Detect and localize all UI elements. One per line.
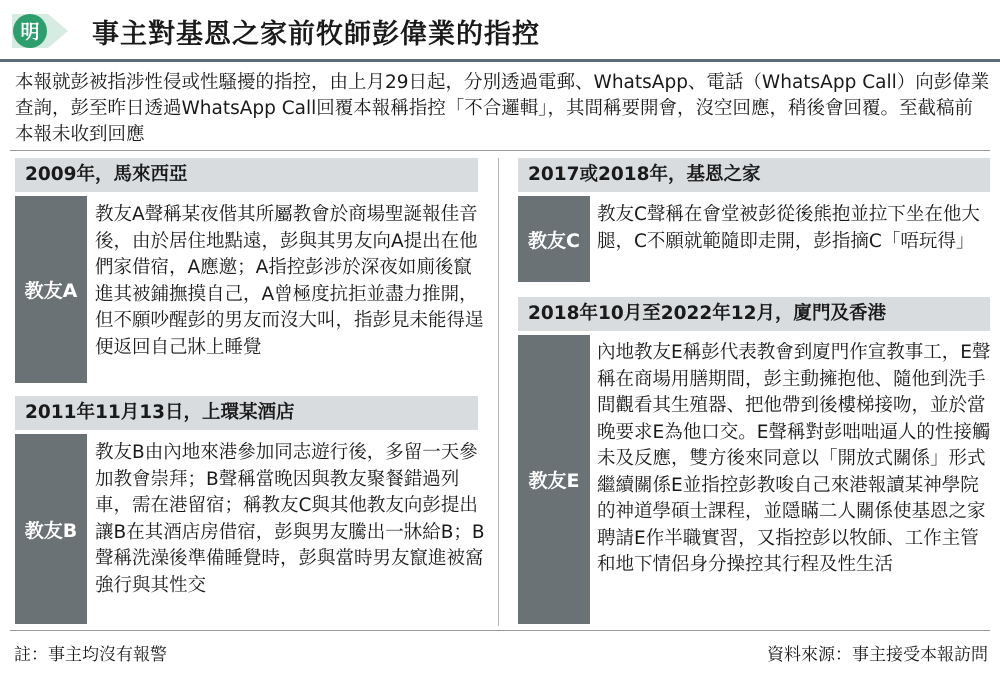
label-case-c: 教友C: [518, 196, 590, 282]
ming-pao-logo-icon: [8, 8, 72, 54]
entry-text-case-a: 教友A聲稱某夜偕其所屬教會於商場聖誕報佳音後，由於居住地點遠，彭與其男友向A提出在他們家借宿，A應邀；A指控彭涉於深夜如廁後竄進其被鋪撫摸自己，A曾極度抗拒並盡力推開，但不願吵醒彭的男友而沒大叫，指彭見未能得逞便返回自己牀上睡覺: [95, 204, 484, 358]
page-title: 事主對基恩之家前牧師彭偉業的指控: [92, 19, 540, 50]
label-case-e: 教友E: [518, 335, 590, 624]
source-credit: 資料來源：事主接受本報訪問: [767, 645, 988, 665]
header-bar: [0, 0, 1000, 62]
label-case-a: 教友A: [15, 196, 87, 383]
top-divider: [10, 150, 990, 151]
section-heading-case-c: 2017或2018年，基恩之家: [518, 158, 990, 192]
entry-text-case-c: 教友C聲稱在會堂被彭從後熊抱並拉下坐在他大腿，C不願就範隨即走開，彭指摘C「唔玩得」: [597, 204, 980, 252]
svg-text:明: 明: [20, 21, 40, 43]
intro-paragraph: 本報就彭被指涉性侵或性騷擾的指控，由上月29日起，分別透過電郵、WhatsApp、電話（WhatsApp Call）向彭偉業查詢，彭至昨日透過WhatsApp Call回覆本報稱指控「不合邏輯」，其間稱要開會，沒空回應，稍後會回覆。至截稿前本報未收到回應: [15, 72, 990, 145]
label-case-b: 教友B: [15, 434, 87, 624]
section-heading-case-b: 2011年11月13日，上環某酒店: [15, 396, 478, 430]
bottom-divider: [10, 630, 990, 631]
section-heading-case-e: 2018年10月至2022年12月，廈門及香港: [518, 297, 990, 331]
footnote: 註：事主均沒有報警: [14, 645, 167, 665]
entry-text-case-e: 內地教友E稱彭代表教會到廈門作宣教事工，E聲稱在商場用膳期間，彭主動擁抱他、隨他到洗手間觀看其生殖器、把他帶到後樓梯接吻，並於當晚要求E為他口交。E聲稱對彭咄咄逼人的性接觸未及反應，雙方後來同意以「開放式關係」形式繼續關係E並指控彭教唆自己來港報讀某神學院的神道學碩士課程，並隱瞞二人關係使基恩之家聘請E作半職實習，又指控彭以牧師、工作主管和地下情侶身分操控其行程及性生活: [597, 342, 991, 575]
entry-text-case-b: 教友B由內地來港參加同志遊行後，多留一天參加教會崇拜；B聲稱當晚因與教友聚餐錯過列車，需在港留宿；稱教友C與其他教友向彭提出讓B在其酒店房借宿，彭與男友騰出一牀給B；B聲稱洗澡後準備睡覺時，彭與當時男友竄進被窩強行與其性交: [95, 442, 485, 596]
column-divider: [498, 158, 499, 626]
section-heading-case-a: 2009年，馬來西亞: [15, 158, 478, 192]
